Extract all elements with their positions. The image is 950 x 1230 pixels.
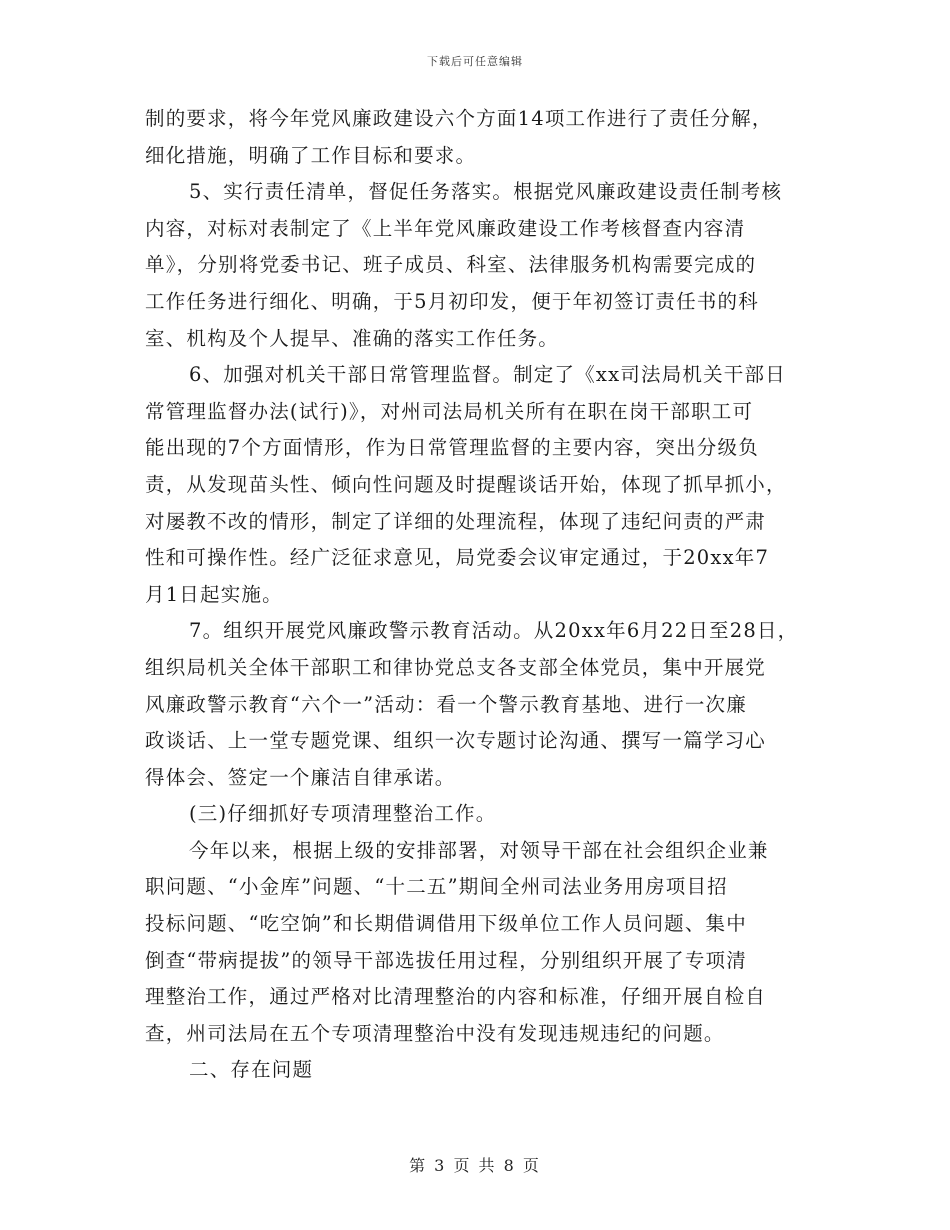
text-line: 理整治工作，通过严格对比清理整治的内容和标准，仔细开展自检自: [145, 985, 767, 1009]
text-line: 7。组织开展党风廉政警示教育活动。从20xx年6月22日至28日，: [189, 619, 799, 643]
text-line: 责，从发现苗头性、倾向性问题及时提醒谈话开始，体现了抓早抓小，: [145, 472, 787, 496]
text-line: 二、存在问题: [189, 1058, 314, 1082]
text-line: 月1日起实施。: [145, 582, 283, 606]
text-line: 组织局机关全体干部职工和律协党总支各支部全体党员，集中开展党: [145, 655, 767, 679]
text-line: 政谈话、上一堂专题党课、组织一次专题讨论沟通、撰写一篇学习心: [145, 729, 767, 753]
text-line: 单》，分别将党委书记、班子成员、科室、法律服务机构需要完成的: [145, 253, 757, 277]
text-line: 查，州司法局在五个专项清理整治中没有发现违规违纪的问题。: [145, 1021, 725, 1045]
text-line: 性和可操作性。经广泛征求意见，局党委会议审定通过，于20xx年7: [145, 546, 770, 570]
text-line: 细化措施，明确了工作目标和要求。: [145, 143, 477, 167]
text-line: 内容，对标对表制定了《上半年党风廉政建设工作考核督查内容清: [145, 216, 746, 240]
page-footer: 第 3 页 共 8 页: [409, 1156, 541, 1175]
text-line: 风廉政警示教育“六个一”活动：看一个警示教育基地、进行一次廉: [145, 692, 747, 716]
text-line: 5、实行责任清单，督促任务落实。根据党风廉政建设责任制考核: [189, 180, 783, 204]
text-line: 职问题、“小金库”问题、“十二五”期间全州司法业务用房项目招: [145, 875, 728, 899]
text-line: 得体会、签定一个廉洁自律承诺。: [145, 765, 456, 789]
text-line: 能出现的7个方面情形，作为日常管理监督的主要内容，突出分级负: [145, 436, 759, 460]
text-line: (三)仔细抓好专项清理整治工作。: [189, 802, 497, 826]
text-line: 常管理监督办法(试行)》，对州司法局机关所有在职在岗干部职工可: [145, 399, 754, 423]
text-line: 倒查“带病提拔”的领导干部选拔任用过程，分别组织开展了专项清: [145, 948, 747, 972]
text-line: 对屡教不改的情形，制定了详细的处理流程，体现了违纪问责的严肃: [145, 509, 767, 533]
text-line: 6、加强对机关干部日常管理监督。制定了《xx司法局机关干部日: [189, 363, 786, 387]
page-header: 下载后可任意编辑: [427, 55, 523, 68]
text-line: 工作任务进行细化、明确，于5月初印发，便于年初签订责任书的科: [145, 289, 759, 313]
text-line: 今年以来，根据上级的安排部署，对领导干部在社会组织企业兼: [189, 838, 769, 862]
document-body: [145, 101, 825, 1089]
text-line: 制的要求，将今年党风廉政建设六个方面14项工作进行了责任分解，: [145, 107, 773, 130]
text-line: 室、机构及个人提早、准确的落实工作任务。: [145, 326, 560, 350]
text-line: 投标问题、“吃空饷”和长期借调借用下级单位工作人员问题、集中: [145, 912, 747, 936]
